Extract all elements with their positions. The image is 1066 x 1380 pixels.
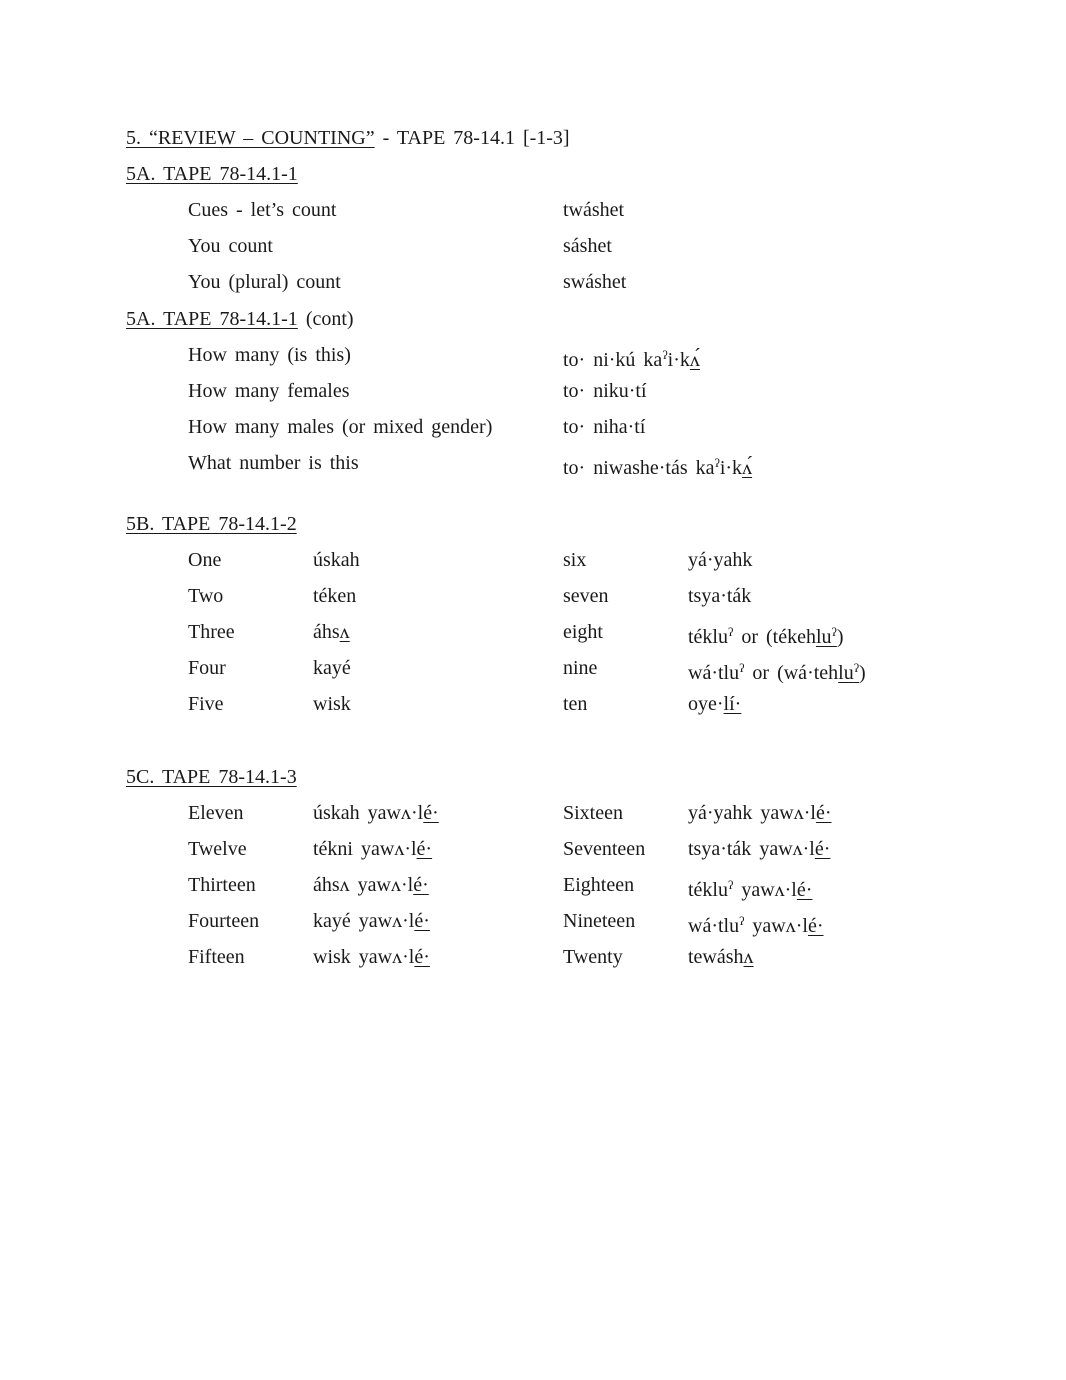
cue-oneida: sáshet <box>563 235 612 257</box>
question-english: How many females <box>188 380 350 402</box>
number-english: Four <box>188 657 226 679</box>
number-oneida: úskah <box>313 549 360 571</box>
number-english: Eleven <box>188 802 244 824</box>
cue-english: Cues - let’s count <box>188 199 337 221</box>
title-rest: - TAPE 78-14.1 [-1-3] <box>382 127 570 149</box>
number-oneida: wá·tlu$^ʔ$ or (wá·tehlu$^ʔ$) <box>688 661 866 684</box>
question-english: What number is this <box>188 452 359 474</box>
number-oneida: tewáshʌ <box>688 946 754 968</box>
question-oneida: to· ni·kú $ka^ʔi\cdot kʌ́$ <box>563 348 700 371</box>
number-english: Three <box>188 621 235 643</box>
number-english: Sixteen <box>563 802 623 824</box>
number-oneida: áhsʌ <box>313 621 350 643</box>
number-english: eight <box>563 621 603 643</box>
number-oneida: tékni yawʌ·lé· <box>313 838 433 860</box>
number-english: Fifteen <box>188 946 245 968</box>
number-english: Nineteen <box>563 910 636 932</box>
number-english: Twelve <box>188 838 247 860</box>
number-oneida: wá·tlu$^ʔ$ yawʌ·lé· <box>688 914 824 937</box>
number-oneida: téklu$^ʔ$ yawʌ·lé· <box>688 878 813 901</box>
number-english: Twenty <box>563 946 623 968</box>
number-english: Eighteen <box>563 874 635 896</box>
number-english: nine <box>563 657 598 679</box>
number-oneida: áhsʌ yawʌ·lé· <box>313 874 429 896</box>
number-english: Two <box>188 585 224 607</box>
cue-english: You count <box>188 235 273 257</box>
cue-oneida: swáshet <box>563 271 627 293</box>
number-english: Seventeen <box>563 838 646 860</box>
number-oneida: tsya·ták <box>688 585 752 607</box>
question-oneida: to· niha·tí <box>563 416 646 438</box>
section-heading-5a: 5A. TAPE 78-14.1-1 <box>126 163 298 185</box>
section-heading-5a-cont: 5A. TAPE 78-14.1-1 (cont) <box>126 308 354 330</box>
section-heading-5c: 5C. TAPE 78-14.1-3 <box>126 766 297 788</box>
number-english: ten <box>563 693 588 715</box>
number-oneida: úskah yawʌ·lé· <box>313 802 439 824</box>
question-oneida: to· niku·tí <box>563 380 647 402</box>
number-oneida: kayé <box>313 657 351 679</box>
number-english: six <box>563 549 587 571</box>
question-english: How many (is this) <box>188 344 351 366</box>
number-english: Thirteen <box>188 874 256 896</box>
title-number-quoted: 5. “REVIEW – COUNTING” <box>126 127 375 149</box>
question-english: How many males (or mixed gender) <box>188 416 493 438</box>
number-oneida: wisk <box>313 693 351 715</box>
number-oneida: oye·lí· <box>688 693 742 715</box>
cue-english: You (plural) count <box>188 271 341 293</box>
number-oneida: wisk yawʌ·lé· <box>313 946 430 968</box>
section-heading-5b: 5B. TAPE 78-14.1-2 <box>126 513 297 535</box>
page-title <box>126 126 570 150</box>
number-oneida: kayé yawʌ·lé· <box>313 910 430 932</box>
number-oneida: téken <box>313 585 357 607</box>
number-oneida: yá·yahk <box>688 549 753 571</box>
number-oneida: yá·yahk yawʌ·lé· <box>688 802 832 824</box>
number-oneida: tsya·ták yawʌ·lé· <box>688 838 831 860</box>
question-oneida: to· niwashe·tás $ka^ʔi\cdot kʌ́$ <box>563 456 753 479</box>
number-english: Fourteen <box>188 910 260 932</box>
number-english: seven <box>563 585 609 607</box>
number-english: Five <box>188 693 224 715</box>
number-english: One <box>188 549 222 571</box>
number-oneida: téklu$^ʔ$ or (tékehlu$^ʔ$) <box>688 625 844 648</box>
cue-oneida: twáshet <box>563 199 625 221</box>
